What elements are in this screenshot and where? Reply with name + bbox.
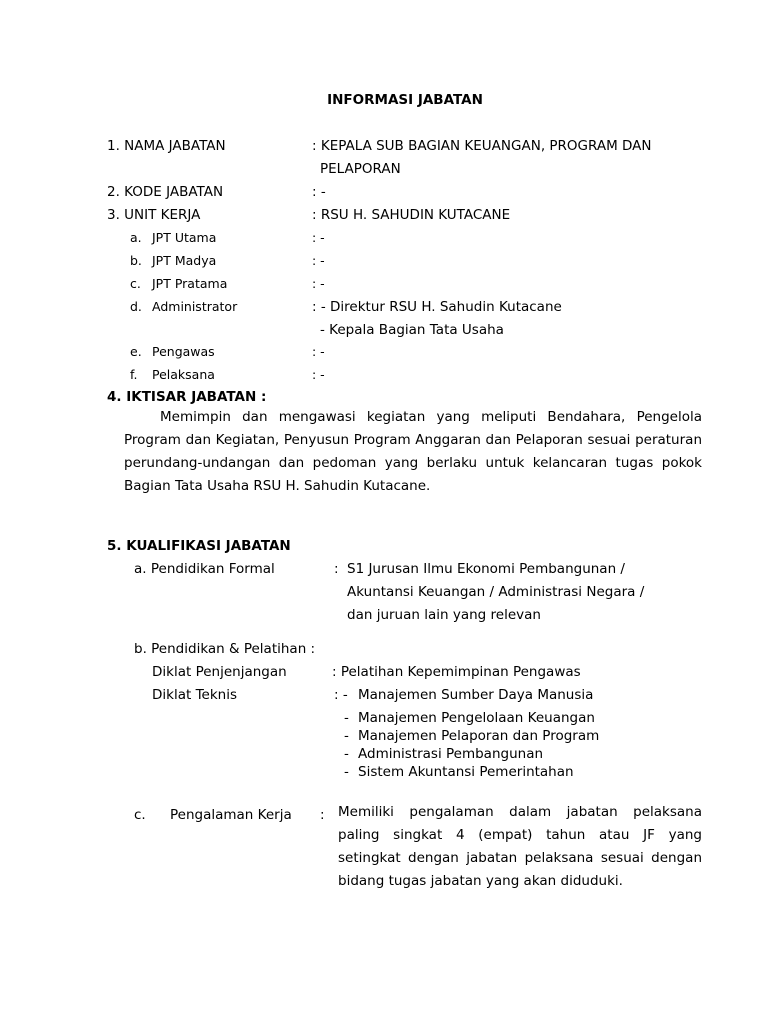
diklat-teknis-item: Sistem Akuntansi Pemerintahan: [358, 764, 574, 780]
unit-kerja-value: : RSU H. SAHUDIN KUTACANE: [312, 207, 511, 223]
pengalaman-letter: c.: [134, 807, 146, 823]
unit-item-label: Pelaksana: [152, 367, 215, 382]
pengalaman-kerja-text: Memiliki pengalaman dalam jabatan pelaksana paling singkat 4 (empat) tahun atau JF yang setingkat dengan jabatan pelaksana sesuai dengan bidang tugas jabatan yang akan diduduki.: [338, 804, 702, 889]
kode-jabatan-value: : -: [312, 184, 326, 200]
pendidikan-formal-line: S1 Jurusan Ilmu Ekonomi Pembangunan /: [347, 561, 625, 577]
pendidikan-formal-line: Akuntansi Keuangan / Administrasi Negara /: [347, 584, 645, 600]
diklat-teknis-item: Manajemen Pelaporan dan Program: [358, 728, 600, 744]
kode-jabatan-label: 2. KODE JABATAN: [107, 184, 224, 200]
unit-item-value: : -: [312, 230, 325, 245]
diklat-teknis-dash: -: [344, 728, 349, 744]
unit-kerja-label: 3. UNIT KERJA: [107, 207, 201, 223]
diklat-teknis-dash: -: [344, 764, 349, 780]
unit-item-label: JPT Madya: [152, 253, 217, 268]
diklat-teknis-colon: : -: [334, 687, 348, 703]
unit-item-value-cont: - Kepala Bagian Tata Usaha: [320, 322, 504, 338]
diklat-teknis-dash: -: [344, 746, 349, 762]
unit-item-label: Administrator: [152, 299, 238, 314]
unit-item-letter: b.: [130, 253, 142, 268]
unit-item-letter: f.: [130, 367, 138, 382]
unit-item-value: : -: [312, 367, 325, 382]
diklat-teknis-label: Diklat Teknis: [152, 687, 237, 703]
diklat-teknis-item: Manajemen Sumber Daya Manusia: [358, 687, 594, 703]
diklat-teknis-dash: -: [344, 710, 349, 726]
pengalaman-kerja-label: Pengalaman Kerja: [170, 807, 292, 823]
pendidikan-formal-line: dan juruan lain yang relevan: [347, 607, 541, 623]
unit-item-value: : -: [312, 253, 325, 268]
unit-item-letter: c.: [130, 276, 141, 291]
unit-item-value: : -: [312, 344, 325, 359]
iktisar-heading: 4. IKTISAR JABATAN :: [107, 389, 267, 405]
unit-item-letter: a.: [130, 230, 142, 245]
iktisar-paragraph: Memimpin dan mengawasi kegiatan yang meliputi Bendahara, Pengelola Program dan Kegiatan, Penyusun Program Anggaran dan Pelaporan sesuai peraturan perundang-undangan dan pedoman yang berlaku untuk kelancaran tugas pokok Bagian Tata Usaha RSU H. Sahudin Kutacane.: [124, 409, 702, 494]
nama-jabatan-value-cont: PELAPORAN: [320, 161, 401, 177]
diklat-teknis-item: Administrasi Pembangunan: [358, 746, 544, 762]
kualifikasi-heading: 5. KUALIFIKASI JABATAN: [107, 538, 291, 554]
unit-item-value: : -: [312, 276, 325, 291]
unit-item-label: JPT Pratama: [152, 276, 228, 291]
unit-item-letter: e.: [130, 344, 142, 359]
document-title: INFORMASI JABATAN: [327, 92, 483, 108]
unit-item-label: JPT Utama: [152, 230, 217, 245]
nama-jabatan-label: 1. NAMA JABATAN: [107, 138, 226, 154]
unit-item-label: Pengawas: [152, 344, 215, 359]
diklat-penjenjangan-value: : Pelatihan Kepemimpinan Pengawas: [332, 664, 581, 680]
unit-item-letter: d.: [130, 299, 142, 314]
pengalaman-kerja-colon: :: [320, 807, 325, 823]
pendidikan-formal-label: a. Pendidikan Formal: [134, 561, 275, 577]
pendidikan-pelatihan-label: b. Pendidikan & Pelatihan :: [134, 641, 316, 657]
diklat-penjenjangan-label: Diklat Penjenjangan: [152, 664, 287, 680]
pendidikan-formal-colon: :: [334, 561, 339, 577]
unit-item-value: : - Direktur RSU H. Sahudin Kutacane: [312, 299, 562, 315]
diklat-teknis-item: Manajemen Pengelolaan Keuangan: [358, 710, 595, 726]
nama-jabatan-value: : KEPALA SUB BAGIAN KEUANGAN, PROGRAM DAN: [312, 138, 652, 154]
